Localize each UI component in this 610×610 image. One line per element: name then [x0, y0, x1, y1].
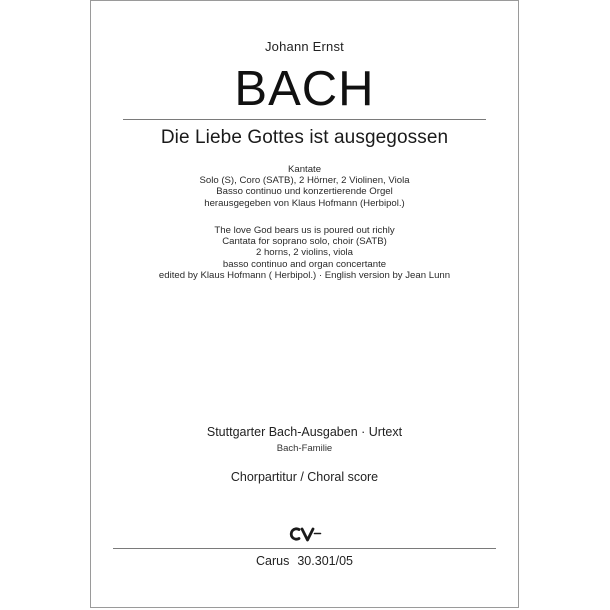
publisher-name: Carus: [256, 554, 290, 568]
score-cover: [90, 0, 519, 608]
series-subtitle: Bach-Familie: [276, 443, 333, 454]
series-title: Stuttgarter Bach-Ausgaben · Urtext: [206, 425, 403, 439]
composer-last-name: BACH: [234, 62, 375, 116]
work-title: Die Liebe Gottes ist ausgegossen: [160, 127, 449, 148]
german-line: Basso continuo und konzertierende Orgel: [216, 186, 393, 198]
english-line: basso continuo and organ concertante: [222, 258, 387, 270]
english-line: Cantata for soprano solo, choir (SATB): [222, 236, 387, 248]
bottom-divider: [113, 548, 496, 549]
score-type: Chorpartitur / Choral score: [230, 470, 379, 484]
german-description: [91, 164, 518, 209]
publisher-catalog: [91, 554, 518, 568]
english-description: [91, 225, 518, 281]
composer-first-names: Johann Ernst: [264, 39, 344, 54]
english-line: 2 horns, 2 violins, viola: [255, 247, 354, 259]
german-line: herausgegeben von Klaus Hofmann (Herbipol.): [204, 197, 405, 209]
catalog-number: 30.301/05: [297, 554, 353, 568]
german-line: Solo (S), Coro (SATB), 2 Hörner, 2 Violinen, Viola: [199, 175, 410, 187]
english-line: The love God bears us is poured out richly: [214, 225, 395, 236]
english-line: edited by Klaus Hofmann ( Herbipol.) · English version by Jean Lunn: [158, 269, 451, 281]
carus-cv-logo-icon: [287, 525, 323, 543]
top-divider: [123, 119, 486, 120]
german-line: Kantate: [287, 164, 322, 175]
